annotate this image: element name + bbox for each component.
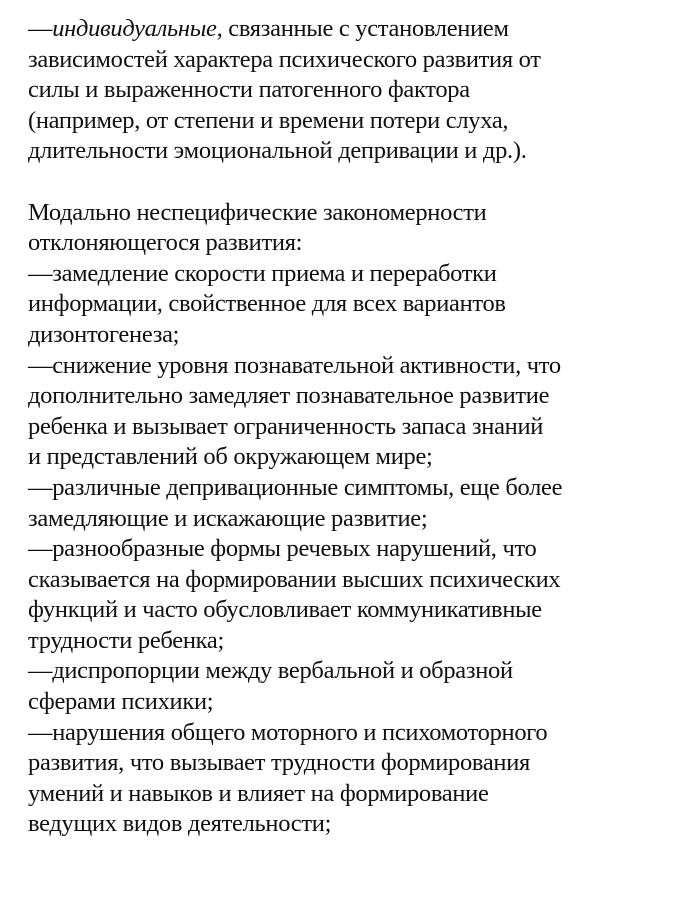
paragraph-individual-first-line: [28, 14, 668, 45]
list-item-line: —диспропорции между вербальной и образной: [28, 657, 513, 685]
text-line: функций и часто обусловливает коммуникативные: [28, 596, 542, 624]
text-line: замедляющие и искажающие развитие;: [28, 504, 428, 532]
text-content: [28, 14, 668, 840]
list-item-line: —различные депривационные симптомы, еще более: [28, 473, 563, 501]
text-line: Модально неспецифические закономерности: [28, 198, 487, 226]
text-line: сказывается на формировании высших психических: [28, 565, 561, 593]
italic-term: индивидуальные,: [52, 15, 223, 42]
text-line: дополнительно замедляет познавательное развитие: [28, 382, 550, 410]
list-item-line: —замедление скорости приема и переработки: [28, 259, 497, 287]
text-line: отклоняющегося развития:: [28, 229, 303, 257]
text-run: связанные с установлением: [222, 15, 509, 42]
text-line: трудности ребенка;: [28, 626, 224, 654]
text-line: длительности эмоциональной депривации и др.).: [28, 137, 527, 165]
text-line: развития, что вызывает трудности формирования: [28, 749, 531, 777]
dash: —: [28, 15, 53, 42]
list-item-line: —нарушения общего моторного и психомоторного: [28, 718, 548, 746]
text-line: и представлений об окружающем мире;: [28, 443, 433, 471]
text-line: сферами психики;: [28, 688, 214, 716]
text-line: информации, свойственное для всех вариантов: [28, 290, 506, 318]
paragraph-gap: [28, 167, 668, 198]
text-line: дизонтогенеза;: [28, 320, 180, 348]
text-line: силы и выраженности патогенного фактора: [28, 76, 470, 104]
text-line: умений и навыков и влияет на формирование: [28, 779, 489, 807]
text-line: ведущих видов деятельности;: [28, 810, 332, 838]
list-item-line: —разнообразные формы речевых нарушений, что: [28, 535, 537, 563]
text-line: зависимостей характера психического развития от: [28, 45, 541, 73]
list-item-line: —снижение уровня познавательной активности, что: [28, 351, 561, 379]
text-line: (например, от степени и времени потери слуха,: [28, 106, 509, 134]
text-line: ребенка и вызывает ограниченность запаса знаний: [28, 412, 544, 440]
